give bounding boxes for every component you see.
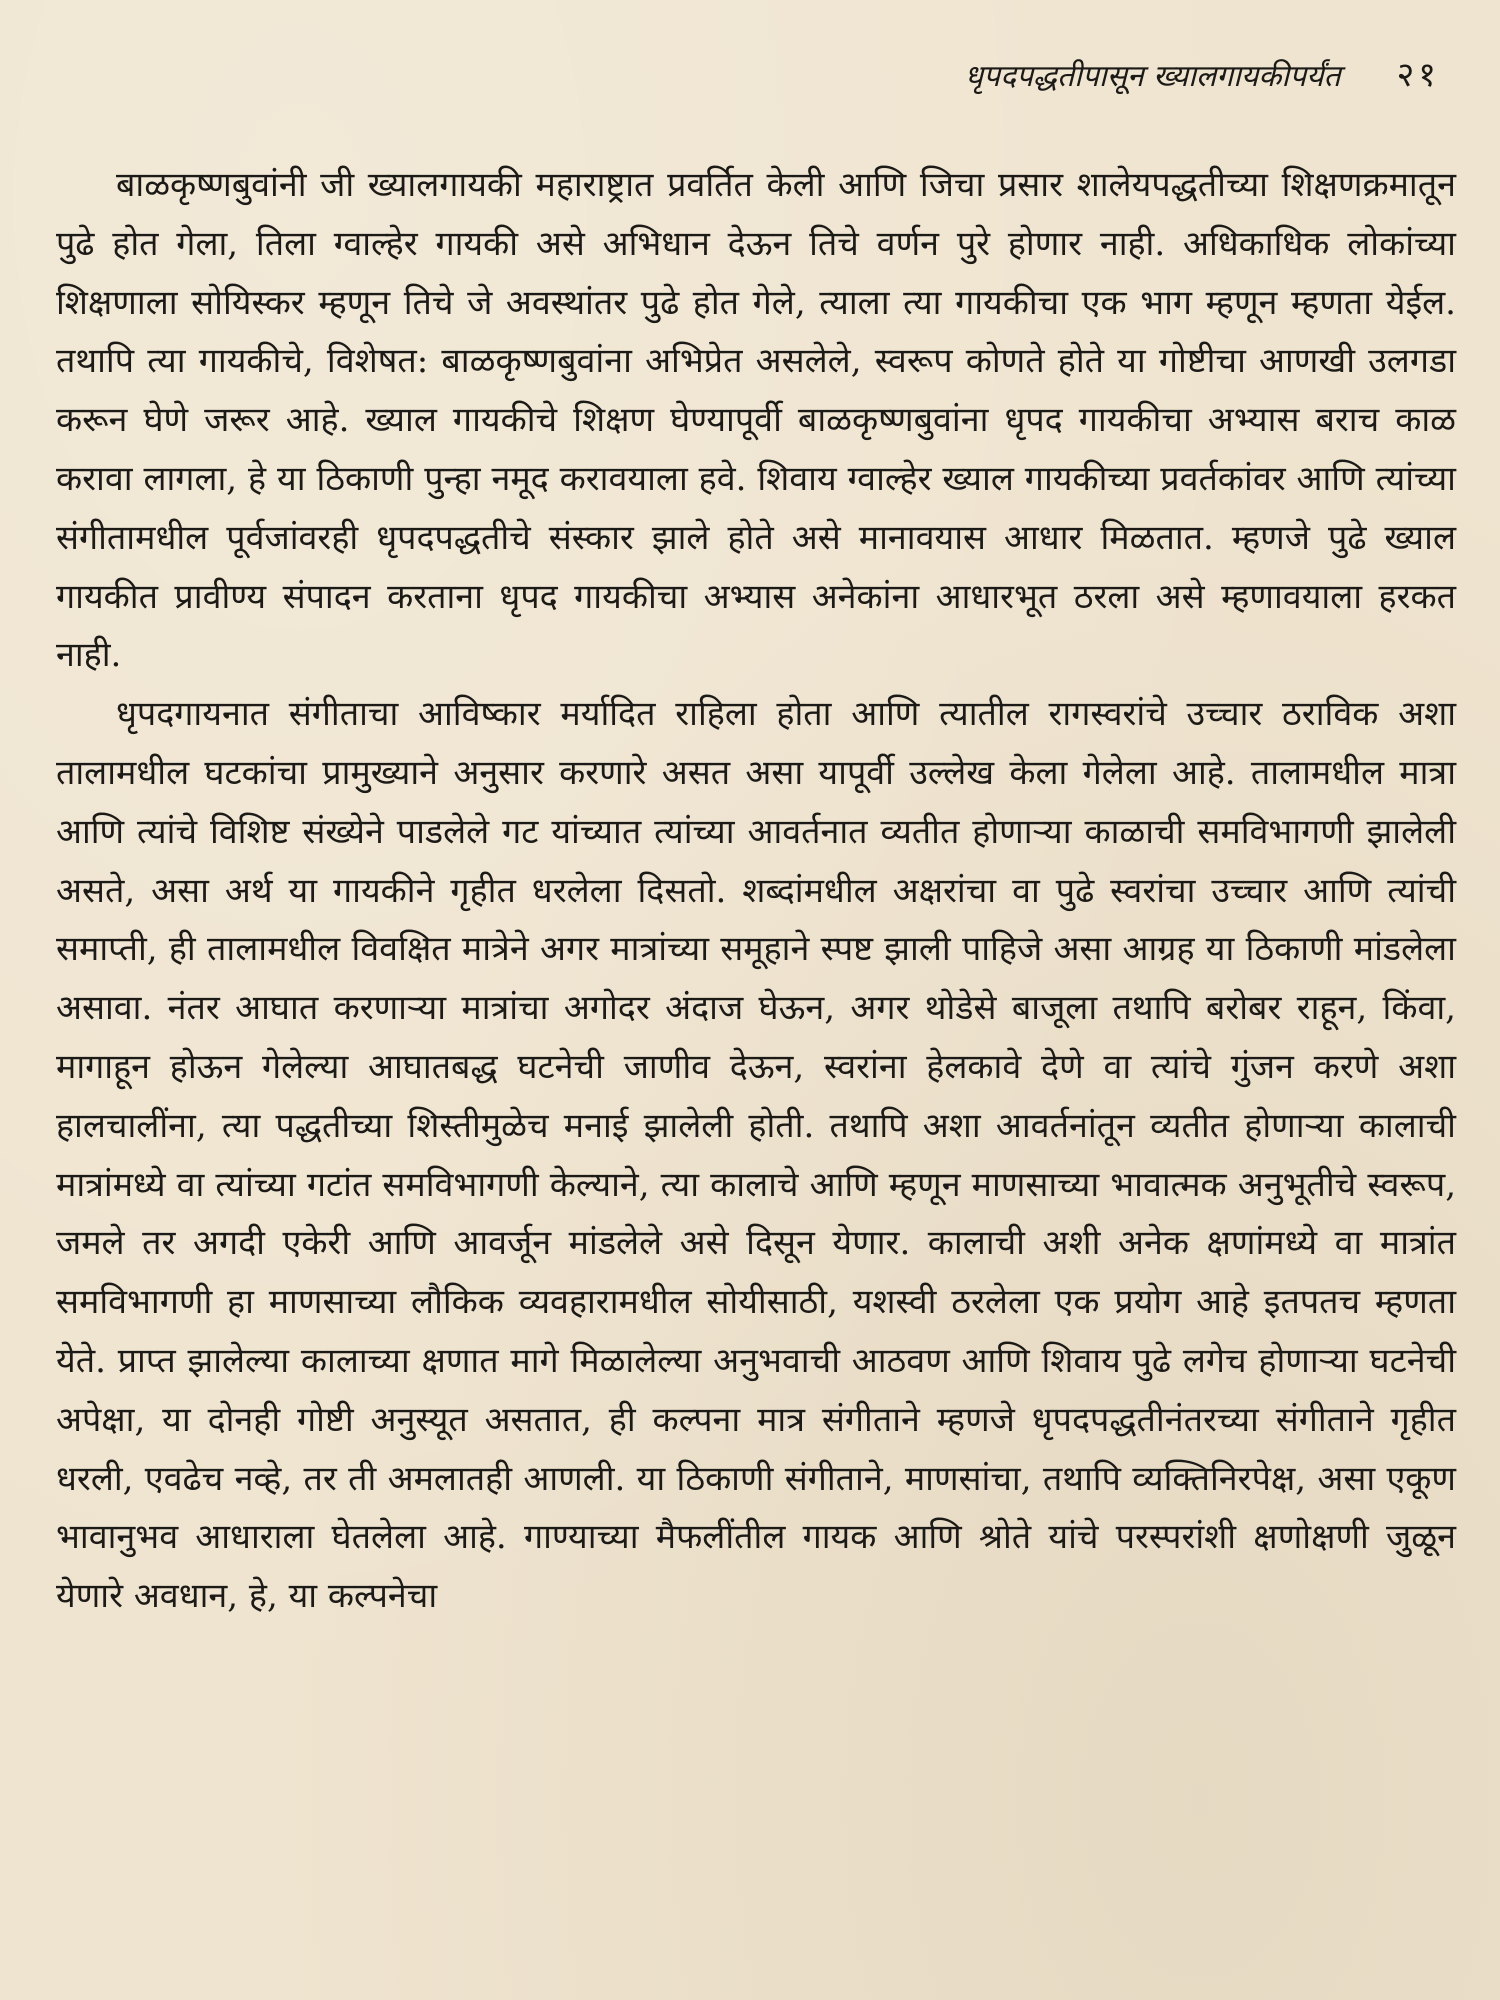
page-number: २१ — [1396, 55, 1440, 95]
running-header — [56, 50, 1460, 110]
paragraph-1: बाळकृष्णबुवांनी जी ख्यालगायकी महाराष्ट्रात प्रवर्तित केली आणि जिचा प्रसार शालेयपद्धतीच्या शिक्षणक्रमातून पुढे होत गेला, तिला ग्वाल्हेर गायकी असे अभिधान देऊन तिचे वर्णन पुरे होणार नाही. अधिकाधिक लोकांच्या शिक्षणाला सोयिस्कर म्हणून तिचे जे अवस्थांतर पुढे होत गेले, त्याला त्या गायकीचा एक भाग म्हणून म्हणता येईल. तथापि त्या गायकीचे, विशेषत: बाळकृष्णबुवांना अभिप्रेत असलेले, स्वरूप कोणते होते या गोष्टीचा आणखी उलगडा करून घेणे जरूर आहे. ख्याल गायकीचे शिक्षण घेण्यापूर्वी बाळकृष्णबुवांना धृपद गायकीचा अभ्यास बराच काळ करावा लागला, हे या ठिकाणी पुन्हा नमूद करावयाला हवे. शिवाय ग्वाल्हेर ख्याल गायकीच्या प्रवर्तकांवर आणि त्यांच्या संगीतामधील पूर्वजांवरही धृपदपद्धतीचे संस्कार झाले होते असे मानावयास आधार मिळतात. म्हणजे पुढे ख्याल गायकीत प्रावीण्य संपादन करताना धृपद गायकीचा अभ्यास अनेकांना आधारभूत ठरला असे म्हणावयाला हरकत नाही. — [56, 165, 1456, 676]
running-title: धृपदपद्धतीपासून ख्यालगायकीपर्यंत — [964, 59, 1341, 94]
paragraph-2: धृपदगायनात संगीताचा आविष्कार मर्यादित राहिला होता आणि त्यातील रागस्वरांचे उच्चार ठराविक अशा तालामधील घटकांचा प्रामुख्याने अनुसार करणारे असत असा यापूर्वी उल्लेख केला गेलेला आहे. तालामधील मात्रा आणि त्यांचे विशिष्ट संख्येने पाडलेले गट यांच्यात त्यांच्या आवर्तनात व्यतीत होणाऱ्या काळाची समविभागणी झालेली असते, असा अर्थ या गायकीने गृहीत धरलेला दिसतो. शब्दांमधील अक्षरांचा वा पुढे स्वरांचा उच्चार आणि त्यांची समाप्ती, ही तालामधील विवक्षित मात्रेने अगर मात्रांच्या समूहाने स्पष्ट झाली पाहिजे असा आग्रह या ठिकाणी मांडलेला असावा. नंतर आघात करणाऱ्या मात्रांचा अगोदर अंदाज घेऊन, अगर थोडेसे बाजूला तथापि बरोबर राहून, किंवा, मागाहून होऊन गेलेल्या आघातबद्ध घटनेची जाणीव देऊन, स्वरांना हेलकावे देणे वा त्यांचे गुंजन करणे अशा हालचालींना, त्या पद्धतीच्या शिस्तीमुळेच मनाई झालेली होती. तथापि अशा आवर्तनांतून व्यतीत होणाऱ्या कालाची मात्रांमध्ये वा त्यांच्या गटांत समविभागणी केल्याने, त्या कालाचे आणि म्हणून माणसाच्या भावात्मक अनुभूतीचे स्वरूप, जमले तर अगदी एकेरी आणि आवर्जून मांडलेले असे दिसून येणार. कालाची अशी अनेक क्षणांमध्ये वा मात्रांत समविभागणी हा माणसाच्या लौकिक व्यवहारामधील सोयीसाठी, यशस्वी ठरलेला एक प्रयोग आहे इतपतच म्हणता येते. प्राप्त झालेल्या कालाच्या क्षणात मागे मिळालेल्या अनुभवाची आठवण आणि शिवाय पुढे लगेच होणाऱ्या घटनेची अपेक्षा, या दोनही गोष्टी अनुस्यूत असतात, ही कल्पना मात्र संगीताने म्हणजे धृपदपद्धतीनंतरच्या संगीताने गृहीत धरली, एवढेच नव्हे, तर ती अमलातही आणली. या ठिकाणी संगीताने, माणसांचा, तथापि व्यक्तिनिरपेक्ष, असा एकूण भावानुभव आधाराला घेतलेला आहे. गाण्याच्या मैफलींतील गायक आणि श्रोते यांचे परस्परांशी क्षणोक्षणी जुळून येणारे अवधान, हे, या कल्पनेचा — [56, 694, 1457, 1617]
body-text — [56, 156, 1456, 1626]
